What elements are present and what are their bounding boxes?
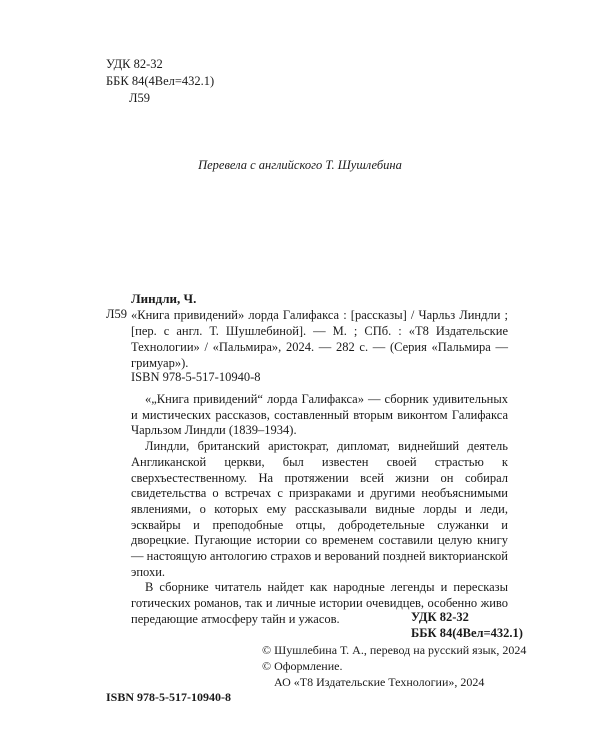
- isbn-bottom: ISBN 978-5-517-10940-8: [106, 690, 231, 704]
- annotation-paragraph: «„Книга привидений“ лорда Галифакса» — сборник удивительных и мистических рассказов, составленный вторым виконтом Галифакса Чарльзом Линдли (1839–1934).: [131, 392, 508, 438]
- copyright-line: © Оформление.: [262, 659, 343, 673]
- bottom-udk: УДК 82-32: [411, 610, 469, 624]
- copyright-line: АО «Т8 Издательские Технологии», 2024: [274, 675, 485, 689]
- classification-block: [106, 56, 214, 107]
- bbk-code: ББК 84(4Вел=432.1): [106, 74, 215, 88]
- udk-code: УДК 82-32: [106, 57, 163, 71]
- annotation-paragraph: В сборнике читатель найдет как народные легенды и пересказы готических романов, так и личные истории очевидцев, особенно живо передающие атмосферу тайн и ужасов.: [131, 580, 508, 626]
- bottom-classification: [411, 609, 523, 641]
- catalog-isbn: ISBN 978-5-517-10940-8: [131, 370, 261, 384]
- bottom-bbk: ББК 84(4Вел=432.1): [411, 626, 523, 640]
- author-code: Л59: [129, 91, 150, 105]
- copyright-block: [262, 642, 526, 690]
- translator-note: Перевела с английского Т. Шушлебина: [198, 158, 402, 172]
- catalog-description: «Книга привидений» лорда Галифакса : [рассказы] / Чарльз Линдли ; [пер. с англ. Т. Шушлебиной]. — М. ; СПб. : «Т8 Издательские Технологии» / «Пальмира», 2024. — 282 с. — (Серия «Пальмира — гримуар»).: [131, 308, 508, 370]
- copyright-line: © Шушлебина Т. А., перевод на русский язык, 2024: [262, 643, 527, 657]
- catalog-author-code: Л59: [106, 307, 127, 321]
- catalog-author-heading: Линдли, Ч.: [131, 291, 197, 306]
- annotation: [131, 392, 508, 628]
- annotation-paragraph: Линдли, британский аристократ, дипломат, виднейший деятель Англиканской церкви, был известен своей страстью к сверхъестественному. На протяжении всей жизни он собирал свидетельства о встречах с призраками и другими необъяснимыми явлениями, о которых ему рассказывали видные лорды и леди, эсквайры и преподобные отцы, добродетельные служанки и дворецкие. Пугающие истории со временем составили целую книгу — настоящую антологию страхов и верований поздней викторианской эпохи.: [131, 439, 508, 579]
